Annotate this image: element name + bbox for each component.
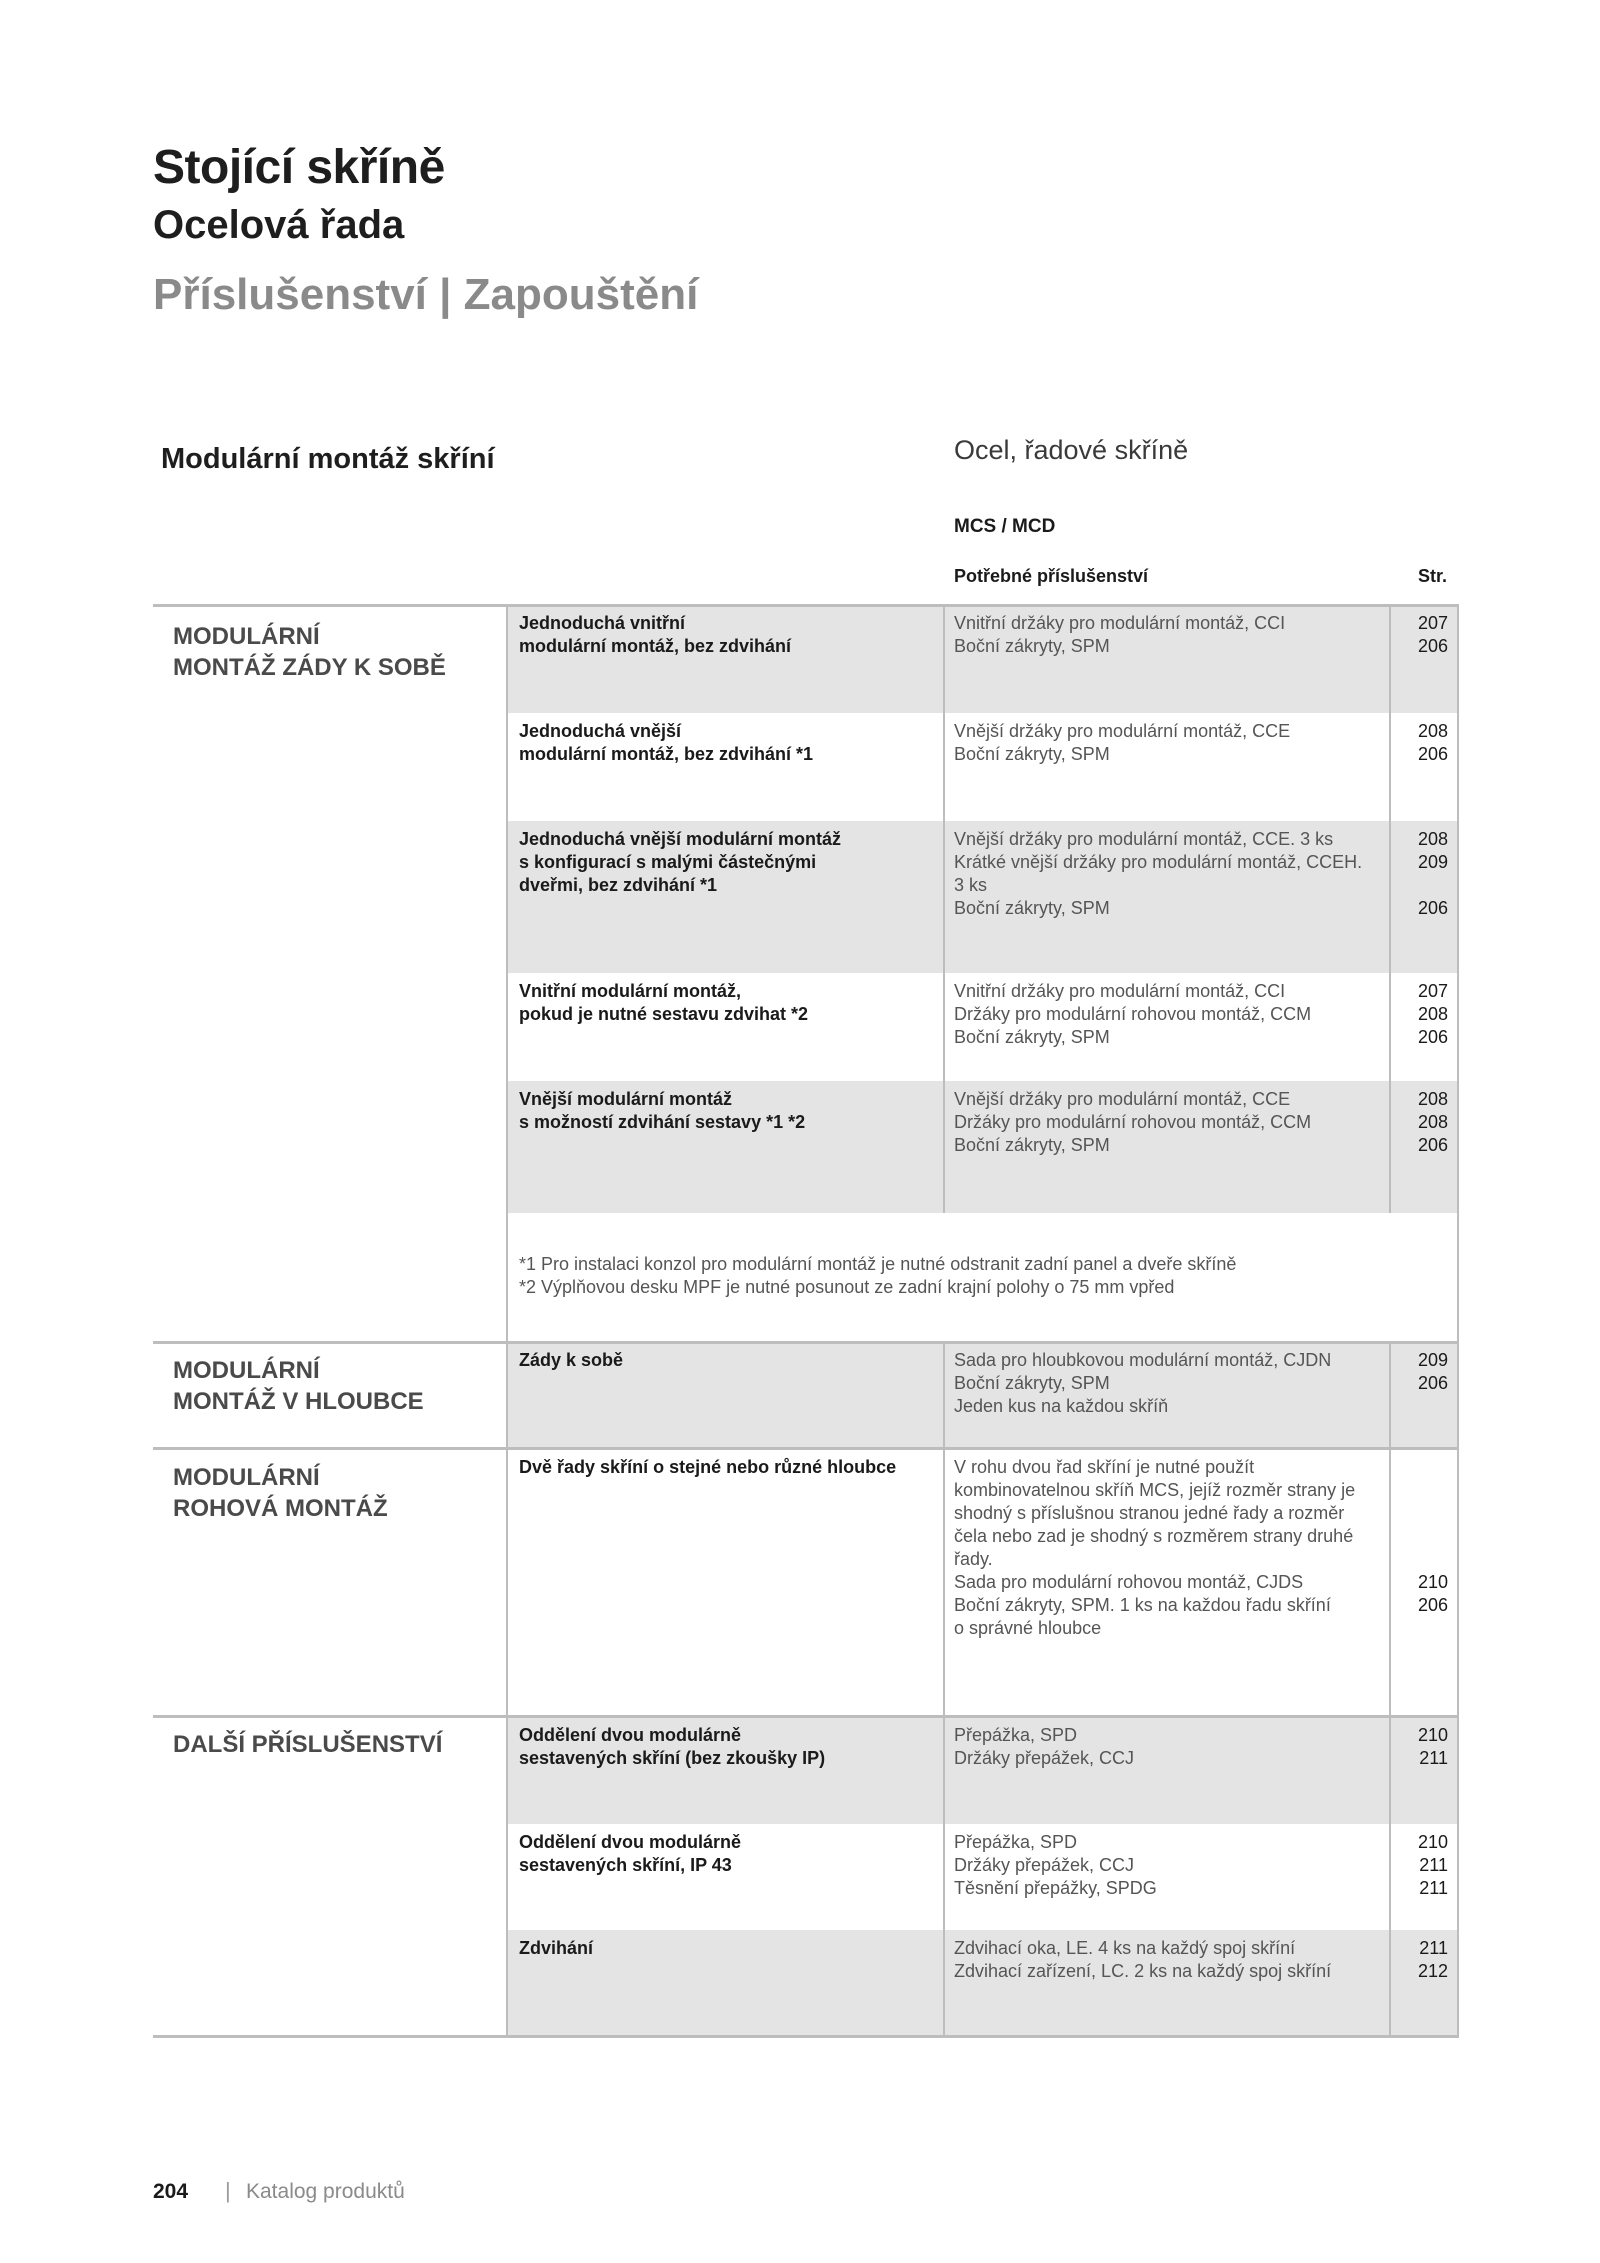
table-row xyxy=(506,821,1459,973)
row-accessories: Vnější držáky pro modulární montáž, CCE Držáky pro modulární rohovou montáž, CCM Boční zákryty, SPM xyxy=(954,1089,1312,1155)
row-accessories: V rohu dvou řad skříní je nutné použít kombinovatelnou skříň MCS, jejíž rozměr strany je shodný s příslušnou stranou jedné řady a rozměr čela nebo zad je shodný s rozměrem strany druhé řady. Sada pro modulární rohovou montáž, CJDS Boční zákryty, SPM. 1 ks na každou řadu skříní o správné hloubce xyxy=(954,1457,1356,1638)
row-accessories: Vnitřní držáky pro modulární montáž, CCI Držáky pro modulární rohovou montáž, CCM Boční zákryty, SPM xyxy=(954,981,1312,1047)
table-row xyxy=(506,973,1459,1081)
footnotes: *1 Pro instalaci konzol pro modulární montáž je nutné odstranit zadní panel a dveře skříně *2 Výplňovou desku MPF je nutné posunout ze zadní krajní polohy o 75 mm vpřed xyxy=(519,1254,1237,1297)
row-description: Jednoduchá vnitřní modulární montáž, bez zdvihání xyxy=(519,613,792,656)
notes-area xyxy=(506,1213,1459,1341)
row-description: Vnější modulární montáž s možností zdvihání sestavy *1 *2 xyxy=(519,1089,806,1132)
row-description: Vnitřní modulární montáž, pokud je nutné sestavu zdvihat *2 xyxy=(519,981,809,1024)
row-accessories: Přepážka, SPD Držáky přepážek, CCJ xyxy=(954,1725,1135,1768)
table-row xyxy=(506,1449,1459,1715)
row-description: Zády k sobě xyxy=(519,1350,624,1370)
table-right-heading: Ocel, řadové skříně xyxy=(954,435,1189,465)
divider xyxy=(153,1447,1459,1450)
table-row xyxy=(506,1081,1459,1213)
row-accessories: Vnitřní držáky pro modulární montáž, CCI Boční zákryty, SPM xyxy=(954,613,1286,656)
row-pages: 210 211 211 xyxy=(1417,1832,1448,1898)
row-description: Zdvihání xyxy=(519,1938,594,1958)
column-header-page: Str. xyxy=(1418,566,1448,586)
row-pages: 208 209 206 xyxy=(1417,829,1448,918)
row-pages: 207 208 206 xyxy=(1417,981,1448,1047)
footer-text: Katalog produktů xyxy=(246,2180,405,2203)
row-description: Oddělení dvou modulárně sestavených skříní, IP 43 xyxy=(519,1832,742,1875)
divider xyxy=(153,1341,1459,1344)
group-label: DALŠÍ PŘÍSLUŠENSTVÍ xyxy=(173,1731,443,1758)
row-accessories: Vnější držáky pro modulární montáž, CCE Boční zákryty, SPM xyxy=(954,721,1291,764)
row-description: Dvě řady skříní o stejné nebo různé hloubce xyxy=(519,1457,897,1477)
row-accessories: Přepážka, SPD Držáky přepážek, CCJ Těsnění přepážky, SPDG xyxy=(954,1832,1157,1898)
table-section-title: Modulární montáž skříní xyxy=(161,443,495,475)
model-label: MCS / MCD xyxy=(954,516,1056,537)
table-row xyxy=(506,1930,1459,2035)
row-pages: 211 212 xyxy=(1417,1938,1448,1981)
table-row xyxy=(506,713,1459,821)
page-title: Stojící skříně xyxy=(153,141,445,194)
row-description: Oddělení dvou modulárně sestavených skříní (bez zkoušky IP) xyxy=(519,1725,826,1768)
row-pages: 209 206 xyxy=(1417,1350,1448,1393)
group-label: MODULÁRNÍ MONTÁŽ V HLOUBCE xyxy=(173,1357,424,1415)
footer-separator: | xyxy=(225,2178,231,2203)
row-description: Jednoduchá vnější modulární montáž s konfigurací s malými částečnými dveřmi, bez zdvihání *1 xyxy=(519,829,842,895)
table-row xyxy=(506,1717,1459,1824)
row-pages: 208 208 206 xyxy=(1417,1089,1448,1155)
group-label: MODULÁRNÍ ROHOVÁ MONTÁŽ xyxy=(173,1464,388,1522)
divider xyxy=(153,2035,1459,2038)
row-pages: 208 206 xyxy=(1417,721,1448,764)
row-pages: 210 211 xyxy=(1417,1725,1448,1768)
divider xyxy=(153,1715,1459,1718)
row-description: Jednoduchá vnější modulární montáž, bez zdvihání *1 xyxy=(519,721,814,764)
row-pages: 207 206 xyxy=(1417,613,1448,656)
row-accessories: Zdvihací oka, LE. 4 ks na každý spoj skříní Zdvihací zařízení, LC. 2 ks na každý spoj skříní xyxy=(954,1938,1332,1981)
divider xyxy=(153,604,1459,607)
table-row xyxy=(506,1824,1459,1930)
row-accessories: Vnější držáky pro modulární montáž, CCE. 3 ks Krátké vnější držáky pro modulární montáž, CCEH. 3 ks Boční zákryty, SPM xyxy=(954,829,1363,918)
page-number: 204 xyxy=(153,2180,189,2203)
section-heading: Příslušenství | Zapouštění xyxy=(153,270,699,319)
group-label: MODULÁRNÍ MONTÁŽ ZÁDY K SOBĚ xyxy=(173,623,446,681)
page-subtitle: Ocelová řada xyxy=(153,203,405,247)
row-pages: 210 206 xyxy=(1417,1572,1448,1615)
row-accessories: Sada pro hloubkovou modulární montáž, CJDN Boční zákryty, SPM Jeden kus na každou skříň xyxy=(954,1350,1332,1416)
column-header-accessories: Potřebné příslušenství xyxy=(954,566,1149,586)
table-row xyxy=(506,1342,1459,1447)
table-row xyxy=(506,605,1459,713)
